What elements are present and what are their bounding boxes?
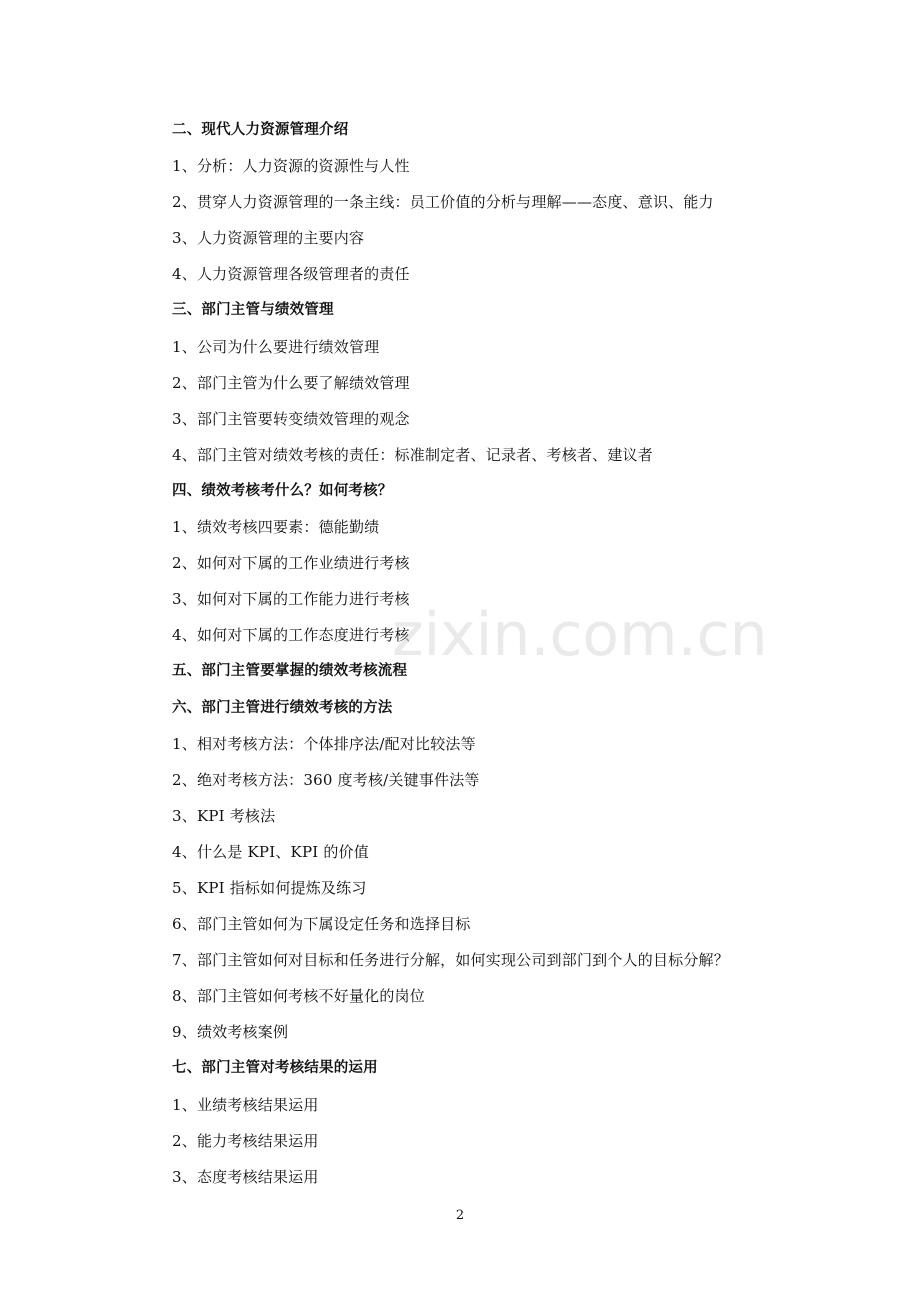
section-heading: 五、部门主管要掌握的绩效考核流程 [172,663,408,680]
list-item: 1、公司为什么要进行绩效管理 [172,337,380,356]
list-item: 2、绝对考核方法：360 度考核/关键事件法等 [172,770,480,789]
list-item: 1、分析：人力资源的资源性与人性 [172,157,410,176]
list-item: 1、绩效考核四要素：德能勤绩 [172,518,380,537]
section-heading: 六、部门主管进行绩效考核的方法 [172,699,393,716]
list-item: 2、能力考核结果运用 [172,1131,319,1150]
list-item: 3、部门主管要转变绩效管理的观念 [172,409,410,428]
list-item: 6、部门主管如何为下属设定任务和选择目标 [172,915,471,934]
list-item: 8、部门主管如何考核不好量化的岗位 [172,987,425,1006]
section-heading: 三、部门主管与绩效管理 [172,302,334,319]
list-item: 2、部门主管为什么要了解绩效管理 [172,373,410,392]
list-item: 3、态度考核结果运用 [172,1167,319,1186]
document-body [172,112,792,1195]
list-item: 1、业绩考核结果运用 [172,1095,319,1114]
section-heading: 二、现代人力资源管理介绍 [172,122,349,138]
list-item: 3、人力资源管理的主要内容 [172,229,365,248]
list-item: 9、绩效考核案例 [172,1023,289,1042]
list-item: 7、部门主管如何对目标和任务进行分解，如何实现公司到部门到个人的目标分解？ [172,951,729,970]
list-item: 2、贯穿人力资源管理的一条主线：员工价值的分析与理解——态度、意识、能力 [172,193,714,212]
list-item: 4、人力资源管理各级管理者的责任 [172,265,410,284]
list-item: 4、如何对下属的工作态度进行考核 [172,626,410,645]
page-number: 2 [455,1208,465,1223]
list-item: 1、相对考核方法：个体排序法/配对比较法等 [172,734,476,753]
list-item: 2、如何对下属的工作业绩进行考核 [172,554,410,573]
list-item: 4、什么是 KPI、KPI 的价值 [172,842,369,861]
list-item: 3、如何对下属的工作能力进行考核 [172,590,410,609]
watermark-text: zixin.com.cn [392,600,768,670]
section-heading: 四、绩效考核考什么？如何考核？ [172,482,393,499]
section-heading: 七、部门主管对考核结果的运用 [172,1060,378,1077]
list-item: 5、KPI 指标如何提炼及练习 [172,878,367,897]
list-item: 4、部门主管对绩效考核的责任：标准制定者、记录者、考核者、建议者 [172,445,653,464]
list-item: 3、KPI 考核法 [172,806,276,825]
